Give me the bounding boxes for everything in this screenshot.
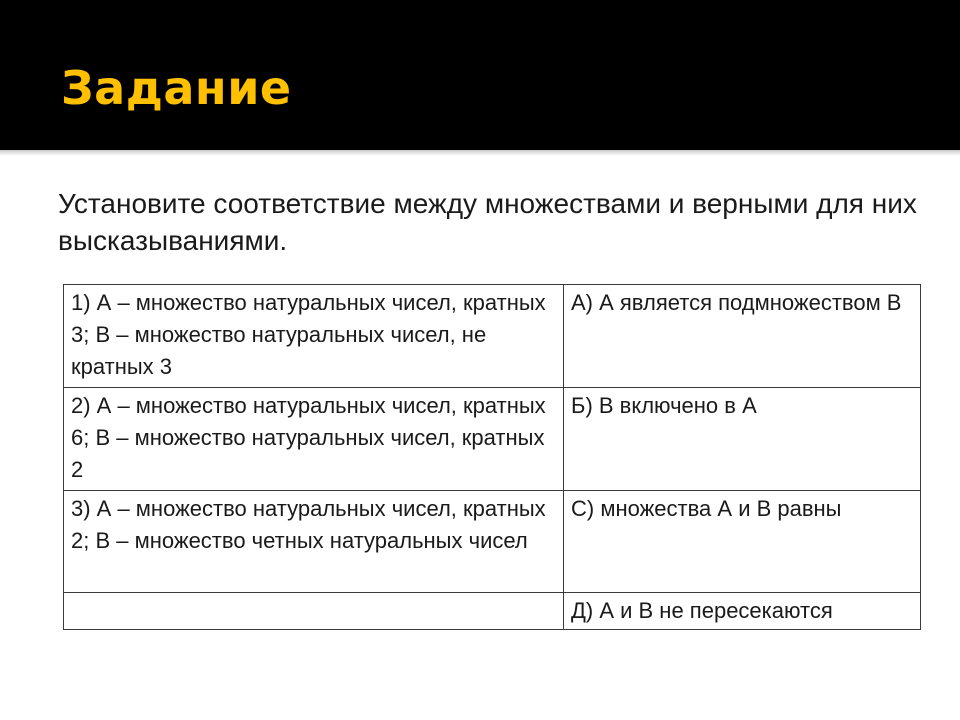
title-divider — [0, 150, 960, 156]
table-row — [64, 491, 921, 593]
statement-cell: С) множества А и В равны — [564, 491, 921, 593]
statement-cell: Б) В включено в А — [564, 388, 921, 491]
slide-title: Задание — [61, 61, 292, 115]
matching-table — [63, 284, 921, 630]
table-row — [64, 285, 921, 388]
set-definition-cell: 3) А – множество натуральных чисел, кратных 2; В – множество четных натуральных чисел — [64, 491, 564, 593]
statement-cell: Д) А и В не пересекаются — [564, 593, 921, 630]
empty-cell — [64, 593, 564, 630]
set-definition-cell: 1) А – множество натуральных чисел, кратных 3; В – множество натуральных чисел, не кратных 3 — [64, 285, 564, 388]
task-instruction: Установите соответствие между множествами и верными для них высказываниями. — [58, 188, 917, 256]
table-row — [64, 388, 921, 491]
set-definition-cell: 2) А – множество натуральных чисел, кратных 6; В – множество натуральных чисел, кратных 2 — [64, 388, 564, 491]
table-row — [64, 593, 921, 630]
title-bar — [0, 0, 960, 150]
statement-cell: А) А является подмножеством В — [564, 285, 921, 388]
